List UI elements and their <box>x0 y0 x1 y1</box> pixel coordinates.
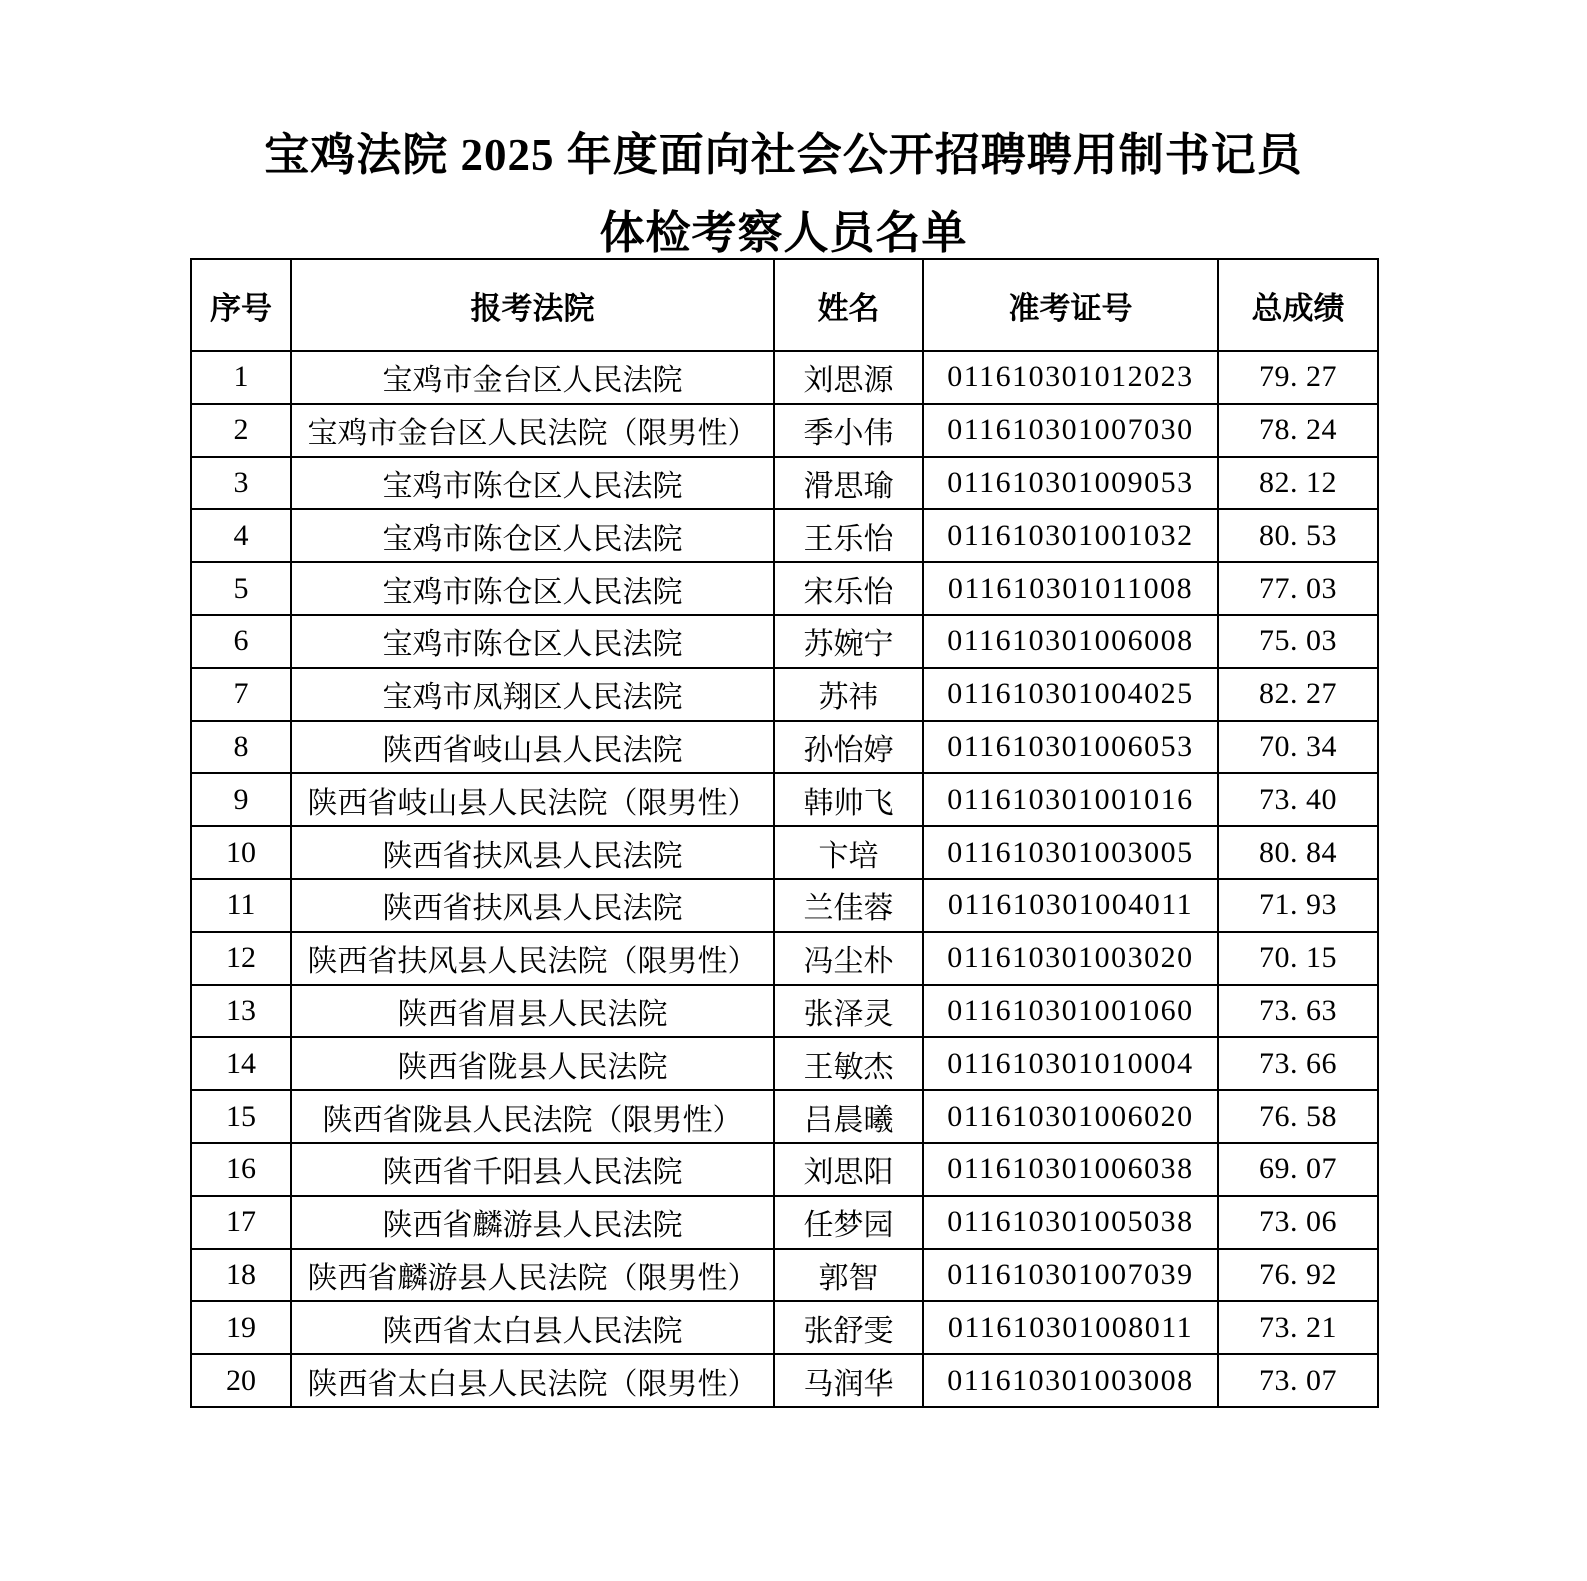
cell-ticket: 011610301003005 <box>923 826 1218 879</box>
cell-no: 2 <box>191 404 291 457</box>
table-row <box>191 1090 1378 1143</box>
cell-score: 73. 63 <box>1218 985 1378 1038</box>
document-title-line1: 宝鸡法院 2025 年度面向社会公开招聘聘用制书记员 <box>264 130 1303 180</box>
column-header-name: 姓名 <box>774 259 923 351</box>
cell-ticket: 011610301006053 <box>923 721 1218 774</box>
cell-court: 陕西省岐山县人民法院（限男性） <box>291 773 774 826</box>
cell-name: 王敏杰 <box>774 1037 923 1090</box>
cell-court: 陕西省扶风县人民法院（限男性） <box>291 932 774 985</box>
cell-score: 79. 27 <box>1218 351 1378 404</box>
table-row <box>191 1249 1378 1302</box>
cell-no: 5 <box>191 562 291 615</box>
column-header-court: 报考法院 <box>291 259 774 351</box>
cell-no: 3 <box>191 457 291 510</box>
cell-name: 马润华 <box>774 1354 923 1407</box>
cell-ticket: 011610301011008 <box>923 562 1218 615</box>
cell-ticket: 011610301001032 <box>923 509 1218 562</box>
cell-no: 19 <box>191 1301 291 1354</box>
cell-name: 季小伟 <box>774 404 923 457</box>
column-header-no: 序号 <box>191 259 291 351</box>
cell-score: 82. 27 <box>1218 668 1378 721</box>
cell-no: 11 <box>191 879 291 932</box>
table-row <box>191 615 1378 668</box>
cell-name: 滑思瑜 <box>774 457 923 510</box>
cell-name: 苏祎 <box>774 668 923 721</box>
column-header-ticket: 准考证号 <box>923 259 1218 351</box>
cell-court: 陕西省眉县人民法院 <box>291 985 774 1038</box>
table-row <box>191 1354 1378 1407</box>
cell-no: 8 <box>191 721 291 774</box>
cell-court: 陕西省麟游县人民法院（限男性） <box>291 1249 774 1302</box>
cell-court: 陕西省陇县人民法院（限男性） <box>291 1090 774 1143</box>
cell-ticket: 011610301004011 <box>923 879 1218 932</box>
cell-court: 宝鸡市凤翔区人民法院 <box>291 668 774 721</box>
cell-score: 73. 66 <box>1218 1037 1378 1090</box>
cell-score: 75. 03 <box>1218 615 1378 668</box>
cell-no: 20 <box>191 1354 291 1407</box>
cell-ticket: 011610301003008 <box>923 1354 1218 1407</box>
cell-score: 76. 58 <box>1218 1090 1378 1143</box>
cell-ticket: 011610301008011 <box>923 1301 1218 1354</box>
cell-score: 71. 93 <box>1218 879 1378 932</box>
cell-score: 78. 24 <box>1218 404 1378 457</box>
table-row <box>191 1143 1378 1196</box>
cell-name: 吕晨曦 <box>774 1090 923 1143</box>
cell-ticket: 011610301005038 <box>923 1196 1218 1249</box>
cell-no: 17 <box>191 1196 291 1249</box>
cell-name: 刘思阳 <box>774 1143 923 1196</box>
cell-ticket: 011610301006038 <box>923 1143 1218 1196</box>
cell-score: 70. 34 <box>1218 721 1378 774</box>
cell-score: 73. 40 <box>1218 773 1378 826</box>
cell-court: 陕西省陇县人民法院 <box>291 1037 774 1090</box>
cell-score: 69. 07 <box>1218 1143 1378 1196</box>
cell-no: 15 <box>191 1090 291 1143</box>
table-row <box>191 932 1378 985</box>
cell-name: 张泽灵 <box>774 985 923 1038</box>
cell-court: 陕西省扶风县人民法院 <box>291 879 774 932</box>
table-row <box>191 562 1378 615</box>
cell-no: 4 <box>191 509 291 562</box>
table-row <box>191 509 1378 562</box>
document-title-line2: 体检考察人员名单 <box>599 208 968 258</box>
cell-court: 陕西省麟游县人民法院 <box>291 1196 774 1249</box>
cell-no: 12 <box>191 932 291 985</box>
cell-court: 宝鸡市金台区人民法院（限男性） <box>291 404 774 457</box>
cell-ticket: 011610301001060 <box>923 985 1218 1038</box>
cell-score: 80. 53 <box>1218 509 1378 562</box>
cell-score: 70. 15 <box>1218 932 1378 985</box>
cell-court: 宝鸡市陈仓区人民法院 <box>291 509 774 562</box>
cell-ticket: 011610301006008 <box>923 615 1218 668</box>
cell-no: 6 <box>191 615 291 668</box>
cell-court: 陕西省岐山县人民法院 <box>291 721 774 774</box>
column-header-score: 总成绩 <box>1218 259 1378 351</box>
cell-name: 韩帅飞 <box>774 773 923 826</box>
table-row <box>191 404 1378 457</box>
cell-score: 80. 84 <box>1218 826 1378 879</box>
cell-name: 孙怡婷 <box>774 721 923 774</box>
cell-court: 陕西省太白县人民法院（限男性） <box>291 1354 774 1407</box>
cell-no: 14 <box>191 1037 291 1090</box>
cell-score: 73. 21 <box>1218 1301 1378 1354</box>
cell-ticket: 011610301006020 <box>923 1090 1218 1143</box>
cell-court: 宝鸡市陈仓区人民法院 <box>291 562 774 615</box>
table-row <box>191 1037 1378 1090</box>
header-row <box>191 259 1378 351</box>
cell-court: 陕西省千阳县人民法院 <box>291 1143 774 1196</box>
cell-no: 1 <box>191 351 291 404</box>
table-row <box>191 668 1378 721</box>
cell-no: 16 <box>191 1143 291 1196</box>
cell-ticket: 011610301010004 <box>923 1037 1218 1090</box>
cell-ticket: 011610301009053 <box>923 457 1218 510</box>
roster-table <box>190 258 1379 1408</box>
cell-no: 13 <box>191 985 291 1038</box>
table-row <box>191 721 1378 774</box>
cell-name: 刘思源 <box>774 351 923 404</box>
roster-table-body <box>191 351 1378 1407</box>
cell-court: 陕西省扶风县人民法院 <box>291 826 774 879</box>
cell-name: 冯尘朴 <box>774 932 923 985</box>
cell-ticket: 011610301012023 <box>923 351 1218 404</box>
cell-name: 兰佳蓉 <box>774 879 923 932</box>
cell-name: 卞培 <box>774 826 923 879</box>
table-row <box>191 1301 1378 1354</box>
cell-ticket: 011610301001016 <box>923 773 1218 826</box>
cell-score: 73. 07 <box>1218 1354 1378 1407</box>
table-row <box>191 773 1378 826</box>
table-row <box>191 457 1378 510</box>
cell-score: 77. 03 <box>1218 562 1378 615</box>
cell-score: 73. 06 <box>1218 1196 1378 1249</box>
cell-name: 宋乐怡 <box>774 562 923 615</box>
table-row <box>191 1196 1378 1249</box>
cell-court: 宝鸡市陈仓区人民法院 <box>291 457 774 510</box>
cell-ticket: 011610301007030 <box>923 404 1218 457</box>
cell-no: 7 <box>191 668 291 721</box>
cell-ticket: 011610301007039 <box>923 1249 1218 1302</box>
roster-table-head <box>191 259 1378 351</box>
cell-name: 苏婉宁 <box>774 615 923 668</box>
cell-score: 76. 92 <box>1218 1249 1378 1302</box>
table-row <box>191 985 1378 1038</box>
cell-court: 宝鸡市陈仓区人民法院 <box>291 615 774 668</box>
cell-ticket: 011610301003020 <box>923 932 1218 985</box>
cell-name: 张舒雯 <box>774 1301 923 1354</box>
cell-court: 宝鸡市金台区人民法院 <box>291 351 774 404</box>
table-row <box>191 351 1378 404</box>
cell-name: 任梦园 <box>774 1196 923 1249</box>
cell-court: 陕西省太白县人民法院 <box>291 1301 774 1354</box>
cell-no: 10 <box>191 826 291 879</box>
cell-name: 王乐怡 <box>774 509 923 562</box>
cell-name: 郭智 <box>774 1249 923 1302</box>
table-row <box>191 879 1378 932</box>
cell-score: 82. 12 <box>1218 457 1378 510</box>
table-row <box>191 826 1378 879</box>
cell-no: 18 <box>191 1249 291 1302</box>
cell-ticket: 011610301004025 <box>923 668 1218 721</box>
cell-no: 9 <box>191 773 291 826</box>
